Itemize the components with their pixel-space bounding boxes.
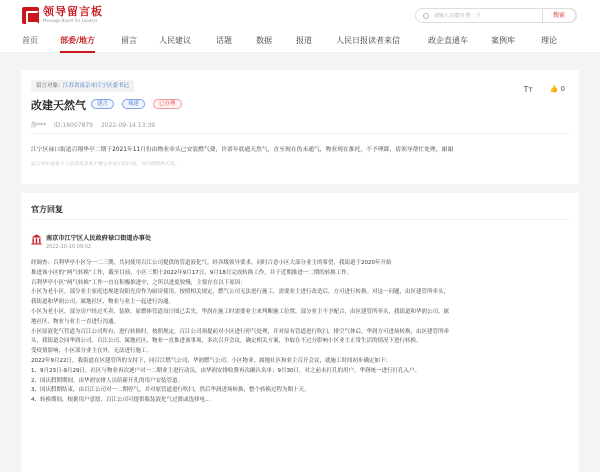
nav-readers-letters[interactable]: 人民日报读者来信 [336,36,400,45]
reply-paragraph: 经调查：百利华亭小区分一二三期，共同使用百江公司提供的管道液化气。经各级领导要求，同时合意小区大部分业主的希望，我街道于2020年开始 [31,260,392,266]
search-box [415,8,577,23]
like-count: 0 [560,85,565,93]
message-title: 改建天然气 [31,99,86,112]
tag-suggestion: 建言 [91,99,114,109]
message-card [21,70,579,184]
thumb-up-icon: 👍 [549,85,559,93]
nav-suggestions[interactable]: 人民建议 [159,36,191,45]
reply-paragraph: 3、国庆假期结束，由百江公司对一二期停气，并对原管道进行吹扫，然后华润进场转换，整个转换过程为期十天。 [31,387,310,394]
search-input[interactable] [434,11,539,21]
reply-paragraph: 小区为老小区，部分业主家庭违规建设阳光房作为厨房使用，按照相关规定，燃气公司无法进行施工，需要业主进行改造后，方可进行转换。对这一问题，由区建管所牵头， [31,289,450,296]
main-nav [0,31,600,53]
reply-paragraph: 受疫情影响，小区部分业主在外，无法进行施工。 [31,348,153,355]
privacy-notice: 留言审中虚每个人信息或其他不便公开届示的内容，仅办理机构可见。 [31,162,180,167]
tag-urban-construction: 城建 [122,99,145,109]
target-link[interactable]: 江苏省南京市江宁区委书记 [62,83,129,89]
search-icon [423,13,429,19]
nav-data[interactable]: 数据 [256,36,272,45]
nav-topics[interactable]: 话题 [216,36,232,45]
section-title: 官方回复 [31,205,63,214]
header [0,0,600,31]
nav-messages[interactable]: 留言 [121,36,137,45]
like-button[interactable] [550,85,565,93]
reply-paragraph: 小区原液化气管道为百江公司所有，进行转换时，按照规定，百江公司须提前对小区进行停气处理，并对原有管道进行吹扫，排空气体后，华润方可进场转换，由区建管所牵 [31,328,450,335]
logo[interactable] [22,6,103,24]
nav-reports[interactable]: 报道 [296,36,312,45]
logo-title: 领导留言板 [43,5,103,18]
reply-paragraph: 小区为老小区，部分房户经过买卖、装修，原燃体管道设计图已丢失，华润在施工时需要业主来判断施工位置，部分业主不予配合，由区建管所牵头，我街道和华润公司、属 [31,308,450,315]
nav-ministries-local[interactable]: 部委/地方 [60,31,95,53]
reply-paragraph: 1、9月23日-9月29日，社区与物业再次逐户对一二期业主进行动员，由华润安排收费再次确认名单；9月30日，对之前未打孔的用户，华润统一进行打孔入户。 [31,367,420,374]
reply-paragraph: 2、国庆假期期间，由华润安排人员给新开孔的用户安装管道。 [31,377,184,384]
nav-home[interactable]: 首页 [22,36,38,45]
reply-card [21,193,579,472]
divider [31,219,569,220]
government-building-icon [31,234,42,245]
reply-paragraph: 头，我街道会同华润公司、百江公司、属地社区、物业一直推进该事项，多次召开会议，确定相关方案，争取在不过分影响小区业主正常生活的情况下进行转换。 [31,338,422,345]
nav-case-library[interactable]: 案例库 [491,36,515,45]
reply-paragraph: 百利华亭小区“两气转换”工作一直在积极推进中，之所以进度较慢，主要存在以下原因： [31,279,246,286]
author: 静*** [31,122,47,129]
logo-subtitle: Message Board for Leaders [43,18,98,23]
message-meta [31,120,163,129]
logo-mark-icon [22,7,39,24]
message-content: 江宁区禄口街道百翔华亭二期于2021年11月份由物业牵头已安装燃气费，许诺年底通天然气，直至现在仍未通气，物业现在推托，不予理睬，请领导帮忙处理，谢谢 [31,147,454,153]
font-size-icon[interactable]: Tт [523,85,533,94]
reply-paragraph: 我街道和华润公司、属地社区、物业与业主一起进行沟通。 [31,299,175,306]
reply-paragraph: 地社区、物业与业主一直进行沟通。 [31,318,120,325]
nav-business-channel[interactable]: 政企直通车 [428,36,468,45]
reply-paragraph: 4、转换期间，根据用户意愿，百江公司可提供瓶装液化气过渡或选择电... [31,397,211,404]
nav-theory[interactable]: 理论 [541,36,557,45]
tag-handled-status: 已办理 [153,99,182,109]
message-target: 留言对象: 江苏省南京市江宁区委书记 [31,80,134,92]
message-time: 2022-09-14 13:39 [100,122,156,129]
reply-paragraph: 2022年9月22日，我街道在区建管所的支持下，同百江燃气公司、华润燃气公司、小区物业、属地社区和业主召开会议，就施工时间初步确定如下： [31,357,391,364]
divider [31,133,569,134]
reply-body [31,259,571,406]
reply-date: 2022-10-10 09:02 [46,244,92,250]
reply-organization: 南京市江宁区人民政府禄口街道办事处 [46,235,152,242]
search-button[interactable]: 搜索 [542,8,576,23]
reply-paragraph: 推进该小区的“两气转换”工作，截至目前，小区三期于2022年9月17日、9月18日完成转换工作，并于近期推进一二期的转换工作。 [31,269,353,276]
message-id: ID:16007879 [54,122,93,129]
